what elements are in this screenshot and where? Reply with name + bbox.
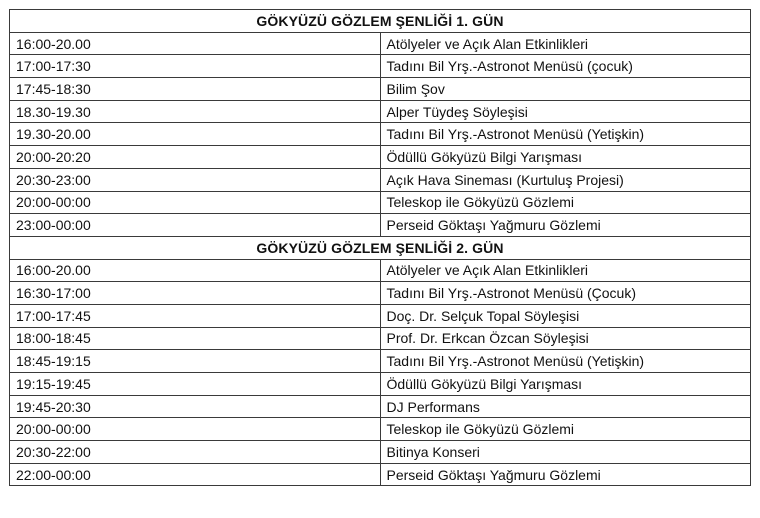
table-row xyxy=(10,282,751,305)
time-cell: 20:00-00:00 xyxy=(10,191,381,214)
time-cell: 18:45-19:15 xyxy=(10,350,381,373)
table-row xyxy=(10,350,751,373)
table-row xyxy=(10,441,751,464)
table-row xyxy=(10,327,751,350)
table-row xyxy=(10,55,751,78)
time-cell: 17:00-17:45 xyxy=(10,304,381,327)
time-cell: 20:00-00:00 xyxy=(10,418,381,441)
time-cell: 20:00-20:20 xyxy=(10,146,381,169)
event-cell: Teleskop ile Gökyüzü Gözlemi xyxy=(380,418,751,441)
event-cell: Doç. Dr. Selçuk Topal Söyleşisi xyxy=(380,304,751,327)
table-row xyxy=(10,78,751,101)
time-cell: 16:00-20.00 xyxy=(10,32,381,55)
event-cell: Ödüllü Gökyüzü Bilgi Yarışması xyxy=(380,146,751,169)
table-row xyxy=(10,373,751,396)
event-cell: Teleskop ile Gökyüzü Gözlemi xyxy=(380,191,751,214)
time-cell: 16:30-17:00 xyxy=(10,282,381,305)
day-1-title: GÖKYÜZÜ GÖZLEM ŞENLİĞİ 1. GÜN xyxy=(10,10,751,33)
event-cell: Tadını Bil Yrş.-Astronot Menüsü (Çocuk) xyxy=(380,282,751,305)
table-row xyxy=(10,418,751,441)
event-cell: Atölyeler ve Açık Alan Etkinlikleri xyxy=(380,259,751,282)
event-cell: Tadını Bil Yrş.-Astronot Menüsü (Yetişkin) xyxy=(380,350,751,373)
table-row xyxy=(10,32,751,55)
time-cell: 20:30-23:00 xyxy=(10,168,381,191)
time-cell: 18:00-18:45 xyxy=(10,327,381,350)
table-row xyxy=(10,100,751,123)
table-row xyxy=(10,395,751,418)
event-cell: Bilim Şov xyxy=(380,78,751,101)
event-cell: Bitinya Konseri xyxy=(380,441,751,464)
day-2-header-row xyxy=(10,236,751,259)
time-cell: 20:30-22:00 xyxy=(10,441,381,464)
table-row xyxy=(10,214,751,237)
event-cell: DJ Performans xyxy=(380,395,751,418)
time-cell: 22:00-00:00 xyxy=(10,463,381,486)
time-cell: 17:45-18:30 xyxy=(10,78,381,101)
table-row xyxy=(10,168,751,191)
day-2-title: GÖKYÜZÜ GÖZLEM ŞENLİĞİ 2. GÜN xyxy=(10,236,751,259)
schedule-table xyxy=(9,9,751,486)
time-cell: 23:00-00:00 xyxy=(10,214,381,237)
table-row xyxy=(10,304,751,327)
time-cell: 19:15-19:45 xyxy=(10,373,381,396)
event-cell: Atölyeler ve Açık Alan Etkinlikleri xyxy=(380,32,751,55)
time-cell: 16:00-20.00 xyxy=(10,259,381,282)
event-cell: Açık Hava Sineması (Kurtuluş Projesi) xyxy=(380,168,751,191)
event-cell: Perseid Göktaşı Yağmuru Gözlemi xyxy=(380,463,751,486)
time-cell: 18.30-19.30 xyxy=(10,100,381,123)
event-cell: Tadını Bil Yrş.-Astronot Menüsü (Yetişkin) xyxy=(380,123,751,146)
time-cell: 17:00-17:30 xyxy=(10,55,381,78)
table-row xyxy=(10,146,751,169)
time-cell: 19:45-20:30 xyxy=(10,395,381,418)
table-row xyxy=(10,259,751,282)
time-cell: 19.30-20.00 xyxy=(10,123,381,146)
day-1-header-row xyxy=(10,10,751,33)
event-cell: Prof. Dr. Erkcan Özcan Söyleşisi xyxy=(380,327,751,350)
table-row xyxy=(10,463,751,486)
event-cell: Alper Tüydeş Söyleşisi xyxy=(380,100,751,123)
event-cell: Ödüllü Gökyüzü Bilgi Yarışması xyxy=(380,373,751,396)
event-cell: Tadını Bil Yrş.-Astronot Menüsü (çocuk) xyxy=(380,55,751,78)
table-row xyxy=(10,123,751,146)
table-row xyxy=(10,191,751,214)
event-cell: Perseid Göktaşı Yağmuru Gözlemi xyxy=(380,214,751,237)
